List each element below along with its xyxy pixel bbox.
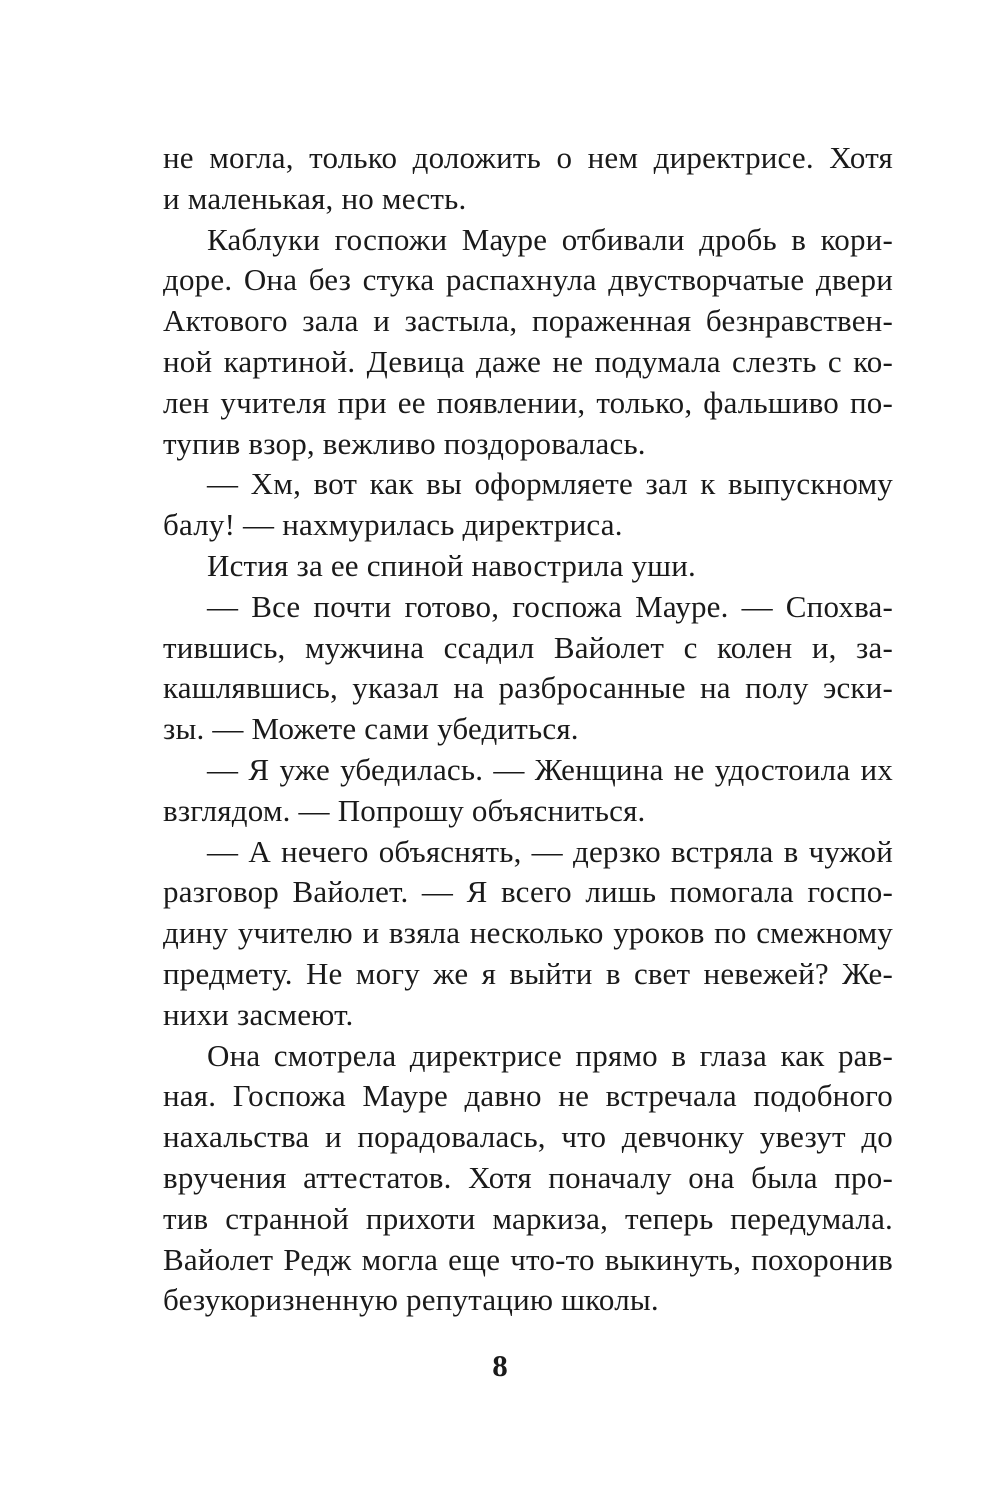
page-number: 8 (492, 1348, 508, 1383)
text-line: — А нечего объяснять, — дерзко встряла в чужой (207, 833, 893, 869)
text-line: — Хм, вот как вы оформляете зал к выпускному (207, 466, 893, 502)
text-line: безукоризненную репутацию школы. (163, 1282, 659, 1318)
text-line: ной картиной. Девица даже не подумала слезть с ко- (163, 343, 893, 379)
text-line: разговор Вайолет. — Я всего лишь помогала госпо- (163, 874, 893, 910)
text-line: Вайолет Редж могла еще что-то выкинуть, похоронив (163, 1241, 893, 1277)
text-line: Истия за ее спиной навострила уши. (207, 547, 696, 583)
text-line: ная. Госпожа Мауре давно не встречала подобного (163, 1078, 893, 1114)
text-line: и маленькая, но месть. (163, 180, 467, 216)
text-line: предмету. Не могу же я выйти в свет невежей? Же- (163, 955, 893, 991)
page-body-text (163, 138, 893, 1321)
text-line: доре. Она без стука распахнула двустворчатые двери (163, 262, 893, 298)
text-line: тив странной прихоти маркиза, теперь передумала. (163, 1200, 893, 1236)
text-line: зы. — Можете сами убедиться. (163, 711, 579, 747)
text-line: нахальства и порадовалась, что девчонку увезут до (163, 1119, 893, 1155)
text-line: Она смотрела директрисе прямо в глаза как рав- (207, 1037, 893, 1073)
text-line: не могла, только доложить о нем директрисе. Хотя (163, 140, 893, 175)
text-line: кашлявшись, указал на разбросанные на полу эски- (163, 670, 893, 706)
text-line: Каблуки госпожи Мауре отбивали дробь в кори- (207, 221, 893, 257)
text-line: балу! — нахмурилась директриса. (163, 507, 623, 543)
text-line: — Я уже убедилась. — Женщина не удостоила их (207, 751, 893, 787)
text-line: тупив взор, вежливо поздоровалась. (163, 425, 646, 461)
text-line: — Все почти готово, госпожа Мауре. — Спохва- (207, 588, 893, 624)
text-line: тившись, мужчина ссадил Вайолет с колен и, за- (163, 629, 893, 665)
text-line: Актового зала и застыла, пораженная безнравствен- (163, 303, 893, 339)
text-line: лен учителя при ее появлении, только, фальшиво по- (163, 384, 893, 420)
text-line: взглядом. — Попрошу объясниться. (163, 792, 646, 828)
text-line: вручения аттестатов. Хотя поначалу она была про- (163, 1159, 893, 1195)
text-line: нихи засмеют. (163, 996, 354, 1032)
text-line: дину учителю и взяла несколько уроков по смежному (163, 915, 893, 951)
